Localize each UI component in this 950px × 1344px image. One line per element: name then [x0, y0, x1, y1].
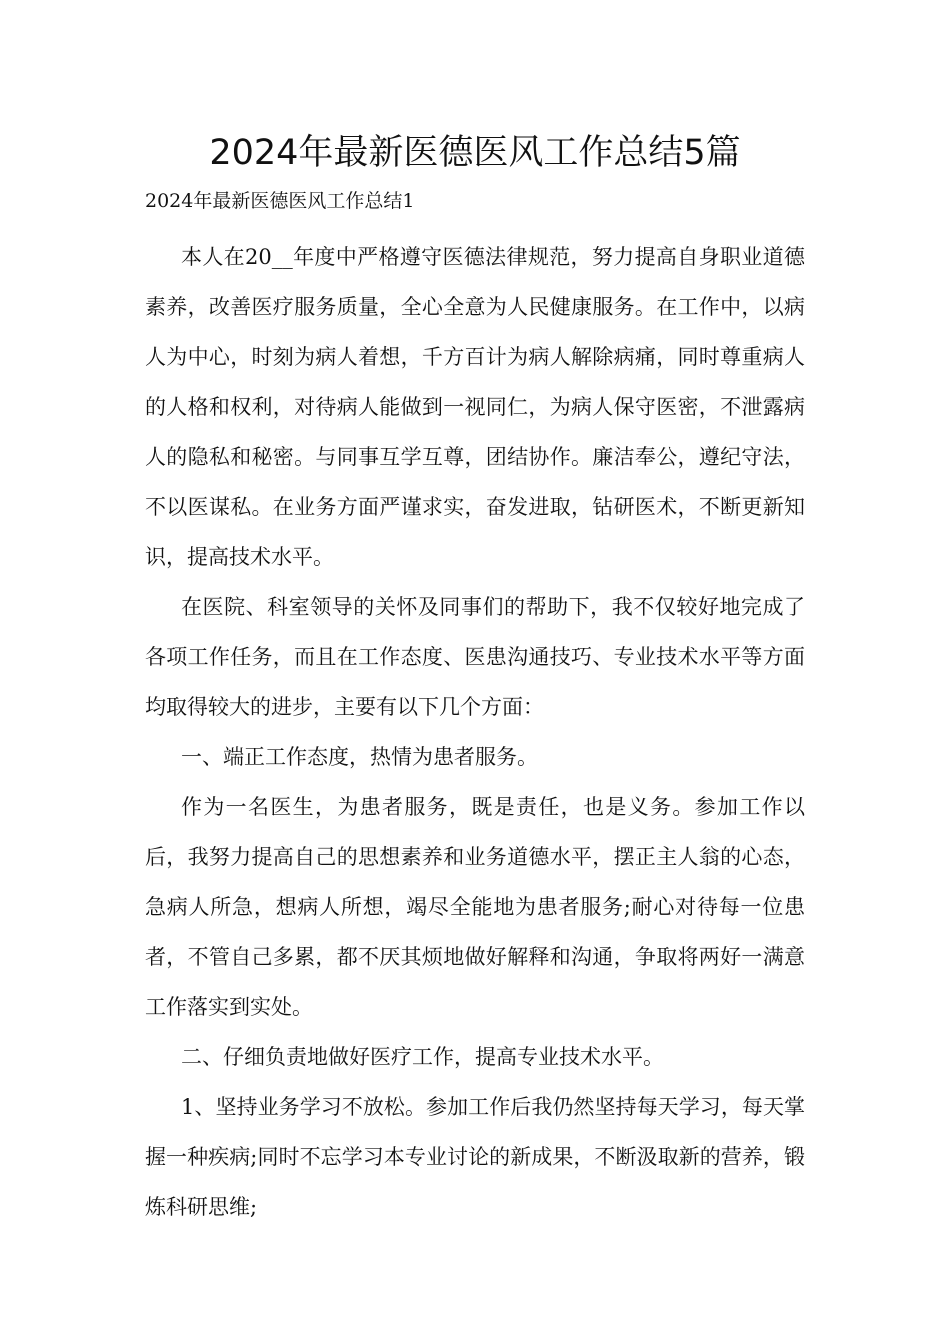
- paragraph-service: 作为一名医生，为患者服务，既是责任，也是义务。参加工作以后，我努力提高自己的思想素养和业务道德水平，摆正主人翁的心态，急病人所急，想病人所想，竭尽全能地为患者服务;耐心对待每一位患者，不管自己多累，都不厌其烦地做好解释和沟通，争取将两好一满意工作落实到实处。: [145, 795, 805, 1019]
- document-body: [145, 232, 805, 1232]
- paragraph-heading-one: 一、端正工作态度，热情为患者服务。: [181, 745, 538, 769]
- paragraph-heading-two: 二、仔细负责地做好医疗工作，提高专业技术水平。: [181, 1045, 664, 1069]
- paragraph-study: 1、坚持业务学习不放松。参加工作后我仍然坚持每天学习，每天掌握一种疾病;同时不忘学习本专业讨论的新成果，不断汲取新的营养，锻炼科研思维;: [145, 1095, 805, 1219]
- paragraph-intro: 本人在20__年度中严格遵守医德法律规范，努力提高自身职业道德素养，改善医疗服务质量，全心全意为人民健康服务。在工作中，以病人为中心，时刻为病人着想，千方百计为病人解除病痛，同时尊重病人的人格和权利，对待病人能做到一视同仁，为病人保守医密，不泄露病人的隐私和秘密。与同事互学互尊，团结协作。廉洁奉公，遵纪守法，不以医谋私。在业务方面严谨求实，奋发进取，钻研医术，不断更新知识，提高技术水平。: [145, 245, 805, 569]
- paragraph-progress: 在医院、科室领导的关怀及同事们的帮助下，我不仅较好地完成了各项工作任务，而且在工作态度、医患沟通技巧、专业技术水平等方面均取得较大的进步，主要有以下几个方面：: [145, 595, 805, 719]
- document-title: 2024年最新医德医风工作总结5篇: [209, 133, 741, 173]
- section-heading: 2024年最新医德医风工作总结1: [145, 190, 415, 212]
